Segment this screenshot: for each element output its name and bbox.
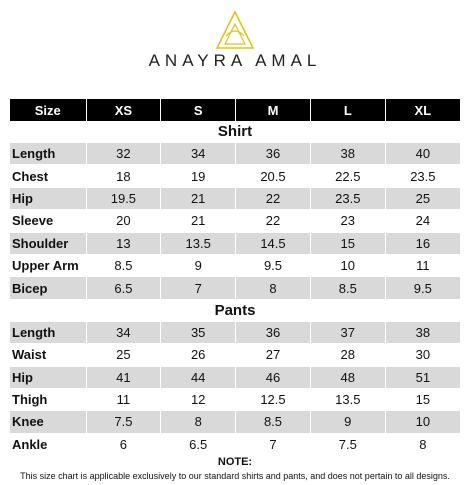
table-cell: 8.5 — [310, 277, 385, 299]
table-cell: 26 — [161, 344, 236, 366]
table-cell: 34 — [86, 321, 161, 343]
table-cell: 11 — [385, 254, 460, 276]
table-cell: 9.5 — [385, 277, 460, 299]
row-label: Knee — [10, 411, 86, 433]
table-row — [10, 411, 460, 433]
table-cell: 19 — [161, 165, 236, 187]
table-cell: 46 — [236, 366, 311, 388]
row-label: Ankle — [10, 433, 86, 455]
table-body — [10, 121, 460, 456]
table-row — [10, 366, 460, 388]
table-row — [10, 165, 460, 187]
table-cell: 7.5 — [86, 411, 161, 433]
table-cell: 6.5 — [161, 433, 236, 455]
table-row — [10, 433, 460, 455]
table-cell: 27 — [236, 344, 311, 366]
table-cell: 19.5 — [86, 187, 161, 209]
table-cell: 13.5 — [161, 232, 236, 254]
pants-section-title-row — [10, 299, 460, 321]
header-l: L — [310, 99, 385, 121]
table-cell: 13 — [86, 232, 161, 254]
table-cell: 9 — [161, 254, 236, 276]
table-cell: 30 — [385, 344, 460, 366]
table-cell: 37 — [310, 321, 385, 343]
brand-name: ANAYRA AMAL — [148, 51, 322, 70]
table-cell: 35 — [161, 321, 236, 343]
row-label: Waist — [10, 344, 86, 366]
header-size: Size — [10, 99, 86, 121]
size-chart-table — [10, 99, 460, 456]
table-cell: 9 — [310, 411, 385, 433]
table-header-row — [10, 99, 460, 121]
table-row — [10, 388, 460, 410]
table-cell: 6 — [86, 433, 161, 455]
table-cell: 38 — [385, 321, 460, 343]
table-cell: 44 — [161, 366, 236, 388]
table-row — [10, 143, 460, 165]
table-cell: 12.5 — [236, 388, 311, 410]
table-cell: 36 — [236, 321, 311, 343]
table-cell: 21 — [161, 187, 236, 209]
table-cell: 36 — [236, 143, 311, 165]
header-m: M — [236, 99, 311, 121]
row-label: Hip — [10, 187, 86, 209]
table-cell: 8 — [161, 411, 236, 433]
note-title: NOTE: — [217, 456, 253, 468]
table-cell: 11 — [86, 388, 161, 410]
table-cell: 23.5 — [385, 165, 460, 187]
table-cell: 8 — [385, 433, 460, 455]
table-cell: 7 — [161, 277, 236, 299]
table-cell: 22.5 — [310, 165, 385, 187]
row-label: Chest — [10, 165, 86, 187]
table-cell: 13.5 — [310, 388, 385, 410]
row-label: Shoulder — [10, 232, 86, 254]
table-cell: 22 — [236, 210, 311, 232]
table-row — [10, 187, 460, 209]
table-cell: 12 — [161, 388, 236, 410]
table-cell: 15 — [385, 388, 460, 410]
row-label: Bicep — [10, 277, 86, 299]
table-cell: 16 — [385, 232, 460, 254]
header-xl: XL — [385, 99, 460, 121]
table-cell: 25 — [86, 344, 161, 366]
table-cell: 51 — [385, 366, 460, 388]
table-cell: 9.5 — [236, 254, 311, 276]
row-label: Length — [10, 321, 86, 343]
row-label: Sleeve — [10, 210, 86, 232]
header-s: S — [161, 99, 236, 121]
table-cell: 23 — [310, 210, 385, 232]
table-row — [10, 232, 460, 254]
table-cell: 6.5 — [86, 277, 161, 299]
row-label: Thigh — [10, 388, 86, 410]
table-cell: 32 — [86, 143, 161, 165]
note-text: This size chart is applicable exclusively to our standard shirts and pants, and does not pertain to all designs. — [20, 471, 450, 481]
table-row — [10, 254, 460, 276]
table-cell: 41 — [86, 366, 161, 388]
table-cell: 7 — [236, 433, 311, 455]
table-cell: 24 — [385, 210, 460, 232]
table-cell: 21 — [161, 210, 236, 232]
table-cell: 7.5 — [310, 433, 385, 455]
row-label: Hip — [10, 366, 86, 388]
table-cell: 48 — [310, 366, 385, 388]
table-cell: 10 — [310, 254, 385, 276]
table-cell: 20 — [86, 210, 161, 232]
table-cell: 25 — [385, 187, 460, 209]
table-cell: 38 — [310, 143, 385, 165]
row-label: Length — [10, 143, 86, 165]
table-cell: 18 — [86, 165, 161, 187]
table-cell: 34 — [161, 143, 236, 165]
table-cell: 15 — [310, 232, 385, 254]
table-cell: 20.5 — [236, 165, 311, 187]
table-cell: 22 — [236, 187, 311, 209]
table-cell: 8.5 — [236, 411, 311, 433]
table-row — [10, 210, 460, 232]
table-cell: 10 — [385, 411, 460, 433]
table-row — [10, 344, 460, 366]
shirt-section-title: Shirt — [10, 121, 460, 143]
table-cell: 8.5 — [86, 254, 161, 276]
table-cell: 28 — [310, 344, 385, 366]
table-cell: 14.5 — [236, 232, 311, 254]
pants-section-title: Pants — [10, 299, 460, 321]
header-xs: XS — [86, 99, 161, 121]
shirt-section-title-row — [10, 121, 460, 143]
table-cell: 23.5 — [310, 187, 385, 209]
table-cell: 8 — [236, 277, 311, 299]
row-label: Upper Arm — [10, 254, 86, 276]
table-cell: 40 — [385, 143, 460, 165]
table-row — [10, 321, 460, 343]
triangle-monogram-icon — [215, 10, 255, 50]
table-row — [10, 277, 460, 299]
